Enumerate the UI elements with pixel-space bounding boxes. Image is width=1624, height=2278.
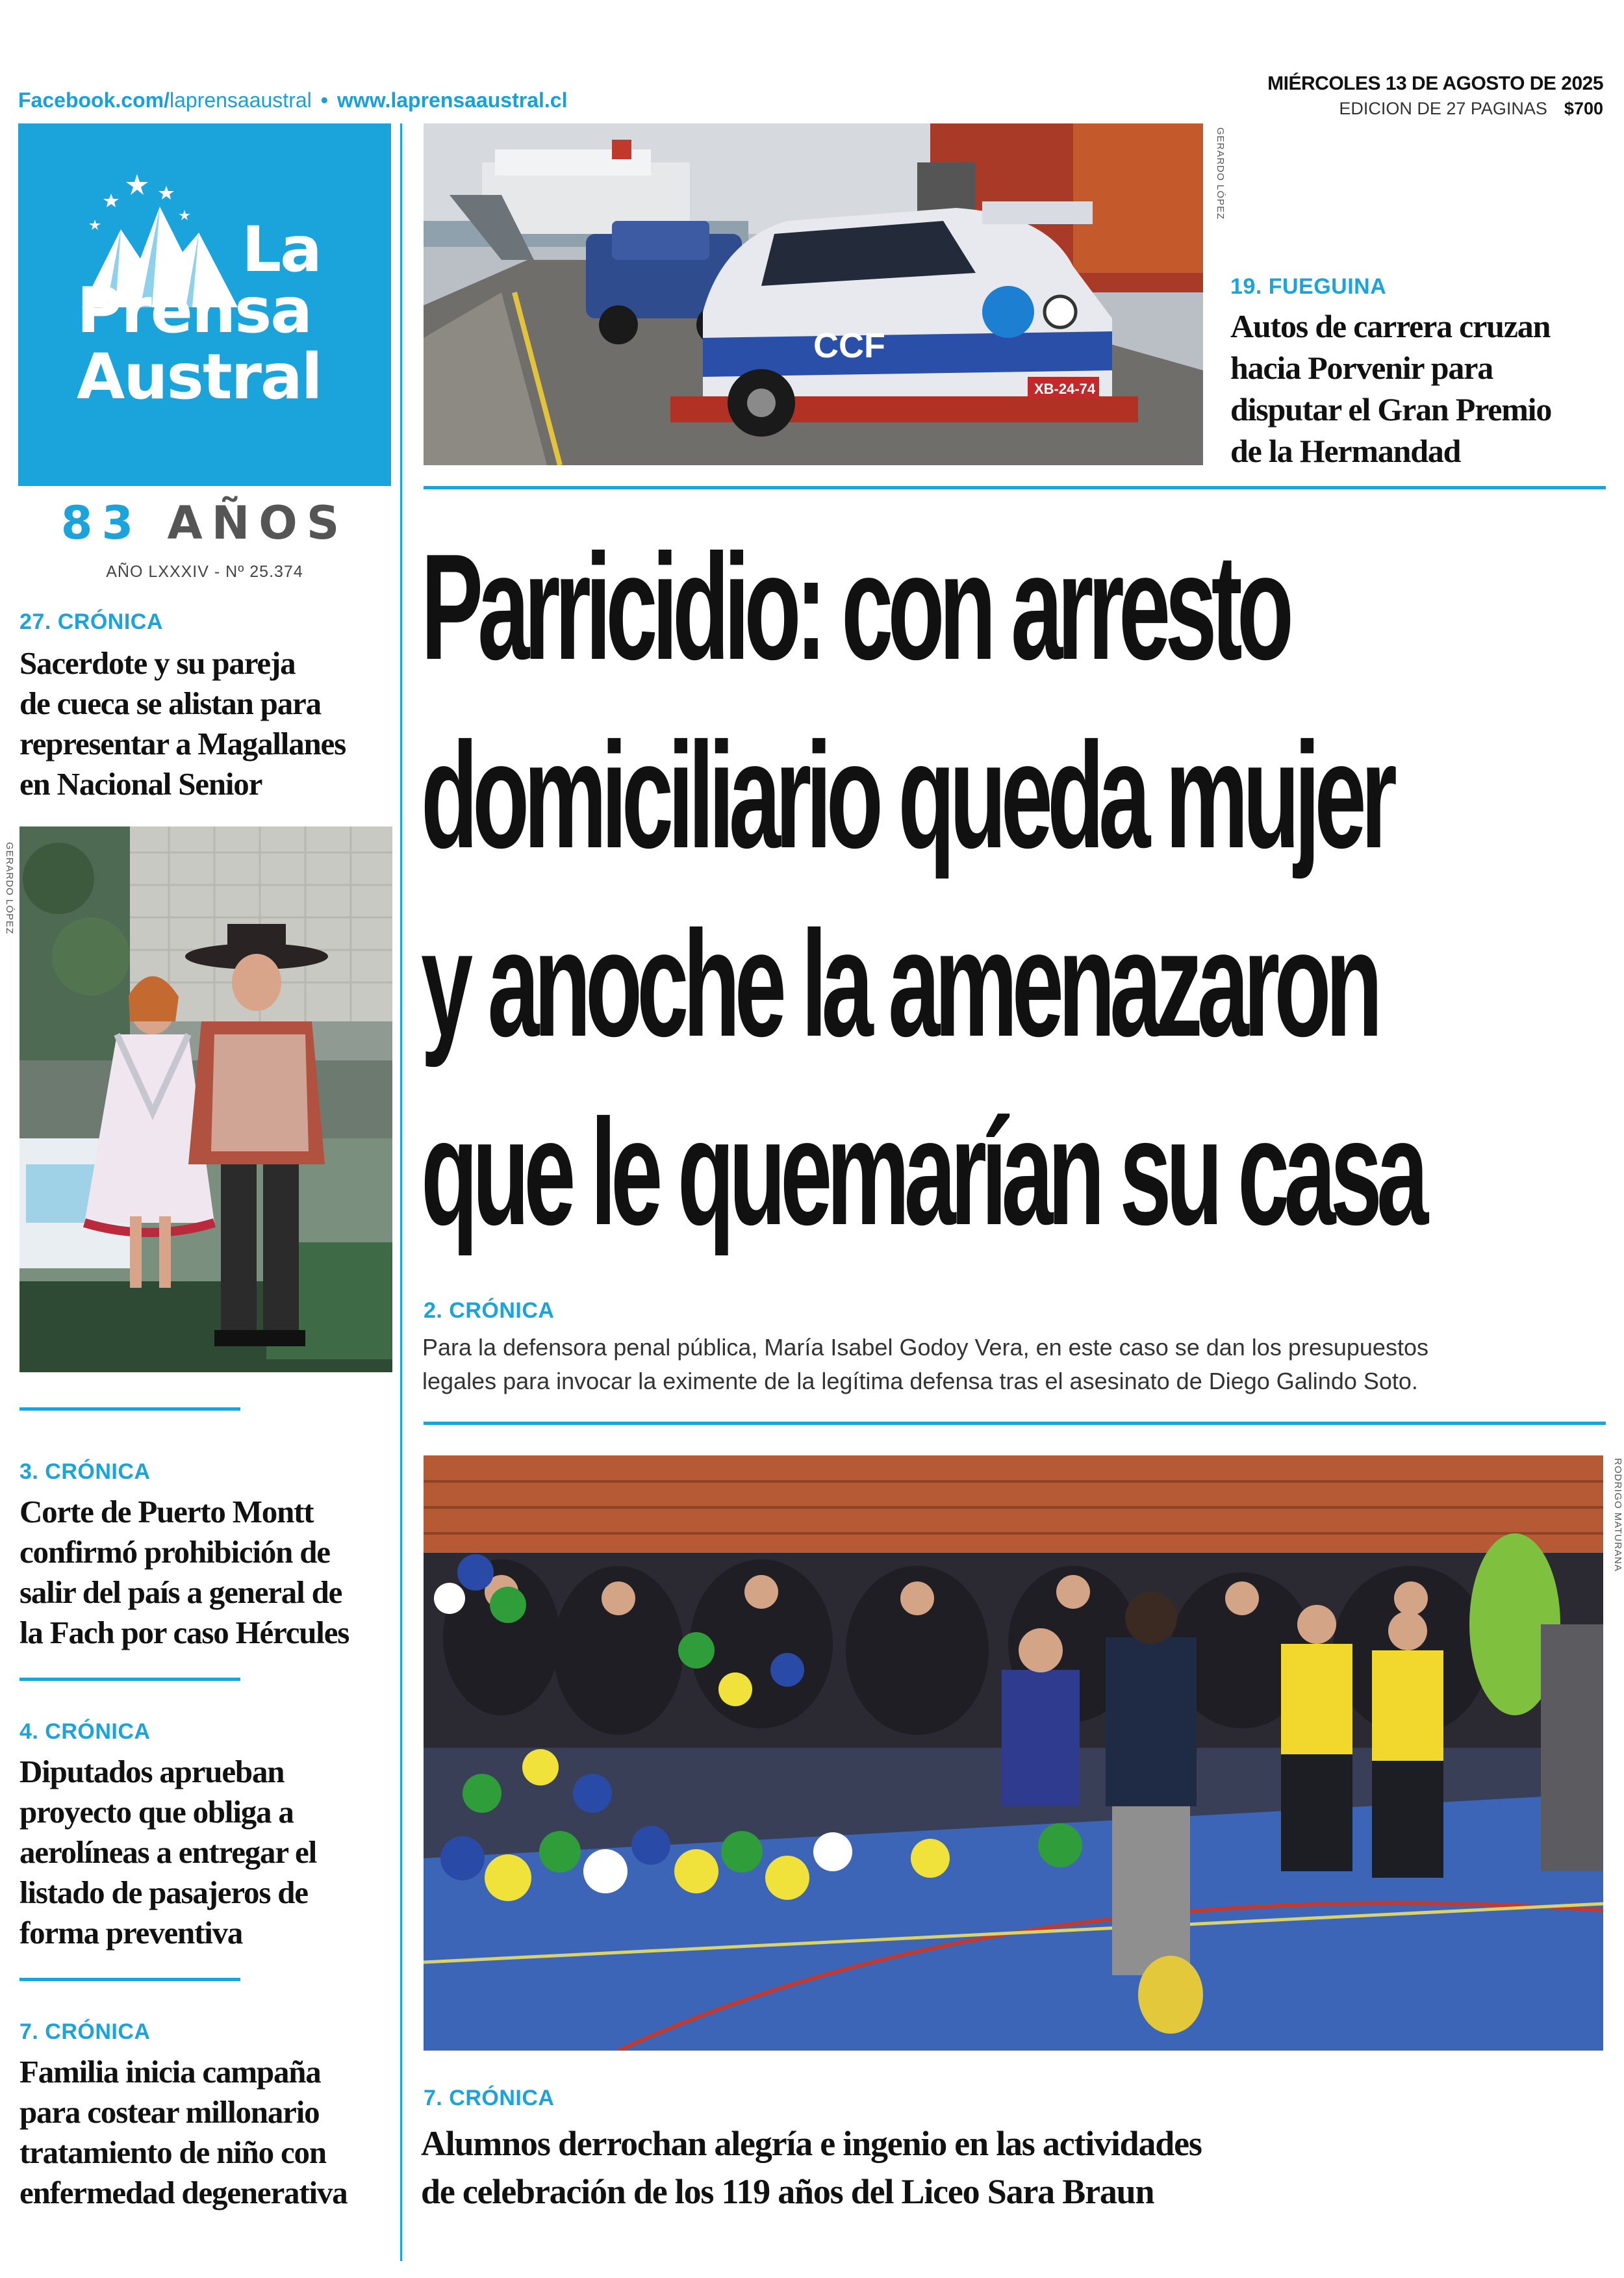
- price: $700: [1564, 99, 1603, 118]
- column-divider: [400, 123, 402, 2261]
- website-link[interactable]: www.laprensaaustral.cl: [336, 88, 568, 112]
- left-story-3-section[interactable]: 4. CRÓNICA: [19, 1719, 151, 1744]
- divider: [19, 1407, 240, 1411]
- left-story-2-section[interactable]: 3. CRÓNICA: [19, 1459, 151, 1484]
- race-cars-ferry-photo: [424, 123, 1203, 465]
- divider: [19, 1678, 240, 1681]
- top-story-section[interactable]: 19. FUEGUINA: [1230, 274, 1387, 299]
- school-celebration-photo: [424, 1455, 1603, 2051]
- main-story-section[interactable]: 2. CRÓNICA: [424, 1298, 555, 1323]
- divider: [424, 486, 1606, 489]
- cueca-couple-photo: [19, 826, 392, 1372]
- bottom-story-headline[interactable]: Alumnos derrochan alegría e ingenio en las actividades de celebración de los 119 años del Liceo Sara Braun: [421, 2124, 1202, 2211]
- svg-text:CCF: CCF: [813, 326, 885, 365]
- left-story-3-headline[interactable]: Diputados aprueban proyecto que obliga a aerolíneas a entregar el listado de pasajeros de forma preventiva: [19, 1754, 317, 1951]
- separator-bullet: •: [320, 88, 328, 112]
- social-links: [18, 88, 567, 112]
- left-story-1-headline[interactable]: Sacerdote y su pareja de cueca se alistan para representar a Magallanes en Nacional Senior: [19, 645, 346, 802]
- dateline: [1267, 73, 1603, 119]
- edition-info: EDICION DE 27 PAGINAS $700: [1339, 99, 1603, 118]
- left-story-4-headline[interactable]: Familia inicia campaña para costear millonario tratamiento de niño con enfermedad degenerativa: [19, 2054, 348, 2210]
- bottom-photo-credit: RODRIGO MATURANA: [1612, 1458, 1623, 1572]
- left-story-2-headline[interactable]: Corte de Puerto Montt confirmó prohibición de salir del país a general de la Fach por caso Hércules: [19, 1494, 349, 1650]
- license-plate: XB-24-74: [1034, 381, 1096, 397]
- divider: [19, 1978, 240, 1981]
- left-photo-credit: GERARDO LÓPEZ: [4, 842, 15, 935]
- facebook-link[interactable]: Facebook.com/laprensaaustral: [18, 88, 312, 112]
- issue-number: AÑO LXXXIV - Nº 25.374: [106, 563, 303, 581]
- main-headline[interactable]: Parricidio: con arresto domiciliario queda mujer y anoche la amenazaron que le quemarían su casa: [421, 523, 1423, 1257]
- top-story-headline[interactable]: Autos de carrera cruzan hacia Porvenir para disputar el Gran Premio de la Hermandad: [1230, 308, 1552, 469]
- issue-date: MIÉRCOLES 13 DE AGOSTO DE 2025: [1267, 73, 1603, 94]
- anniversary-label: 83 AÑOS: [60, 496, 349, 550]
- divider: [424, 1422, 1606, 1425]
- logo-text-la: La: [242, 213, 321, 286]
- main-story-deck: Para la defensora penal pública, María Isabel Godoy Vera, en este caso se dan los presupuestos legales para invocar la eximente de la legítima defensa tras el asesinato de Diego Galindo Soto.: [422, 1334, 1428, 1394]
- left-story-1-section[interactable]: 27. CRÓNICA: [19, 609, 163, 634]
- bottom-story-section[interactable]: 7. CRÓNICA: [424, 2086, 555, 2110]
- masthead-logo[interactable]: [18, 123, 391, 486]
- left-story-4-section[interactable]: 7. CRÓNICA: [19, 2019, 151, 2044]
- logo-text-prensa: Prensa: [77, 274, 312, 347]
- logo-text-austral: Austral: [77, 340, 322, 413]
- top-photo-credit: GERARDO LÓPEZ: [1215, 127, 1226, 220]
